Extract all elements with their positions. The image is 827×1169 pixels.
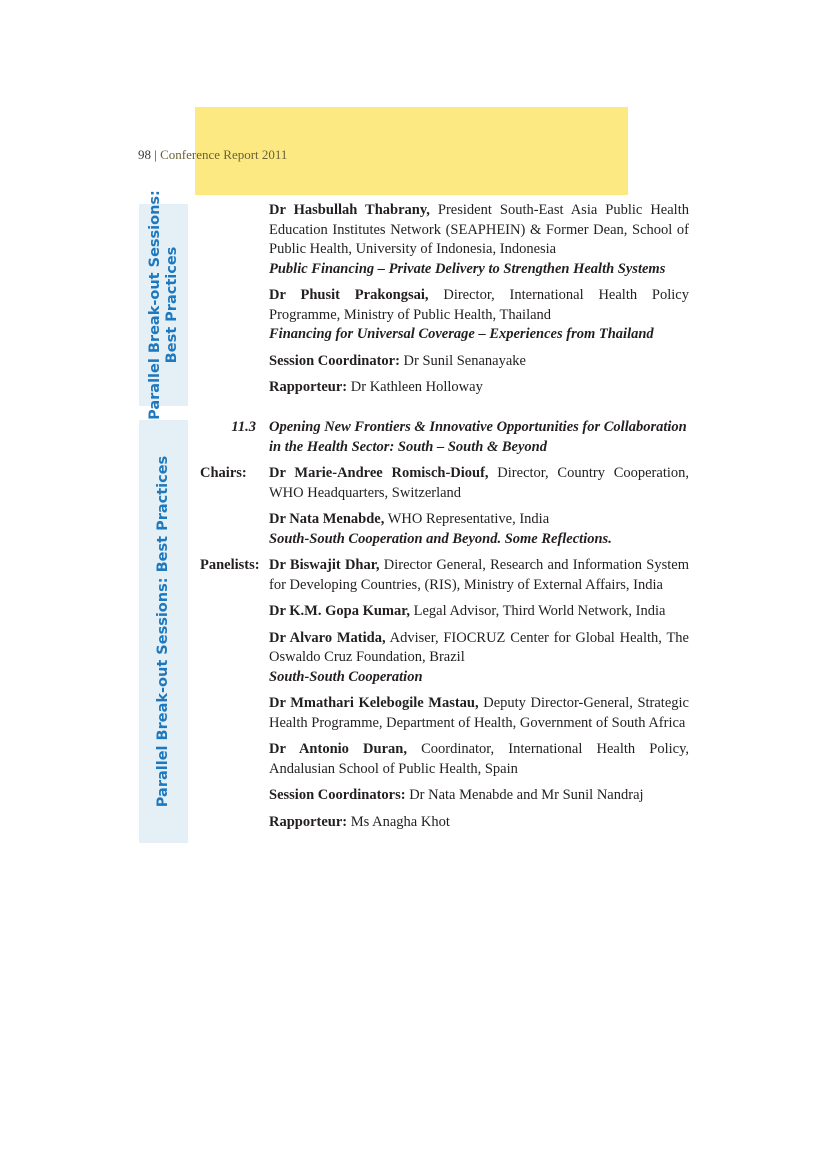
list-item <box>200 201 689 279</box>
speaker-desc: President South-East Asia Public Health Education Institutes Network (SEAPHEIN) & Former Dean, School of Public Health, University of Indonesia, Indonesia <box>269 202 689 257</box>
list-item <box>200 556 689 595</box>
speaker-desc: Director General, Research and Information System for Developing Countries, (RIS), Ministry of External Affairs, India <box>269 557 689 593</box>
list-item <box>200 740 689 779</box>
talk-title: Public Financing – Private Delivery to Strengthen Health Systems <box>269 260 666 277</box>
talk-title: South-South Cooperation <box>269 668 423 685</box>
speaker-name: Dr Antonio Duran, <box>269 741 407 757</box>
speaker-desc: Deputy Director-General, Strategic Health Programme, Department of Health, Government of South Africa <box>269 695 689 731</box>
panelists-label: Panelists: <box>200 557 260 573</box>
speaker-name: Dr Alvaro Matida, <box>269 629 386 646</box>
speaker-name: Dr Hasbullah Thabrany, <box>269 202 430 218</box>
section-b <box>200 418 689 839</box>
sidebar-tab-upper <box>139 190 188 420</box>
speaker-name: Dr Marie-Andree Romisch-Diouf, <box>269 465 489 481</box>
sidebar-upper-line-1: Parallel Break-out Sessions: <box>146 190 163 420</box>
list-item <box>200 602 689 622</box>
section-a <box>200 201 689 405</box>
talk-title: Financing for Universal Coverage – Experiences from Thailand <box>269 326 654 342</box>
page-number: 98 <box>138 147 151 162</box>
list-item <box>200 286 689 345</box>
session-title: Opening New Frontiers & Innovative Opportunities for Collaboration in the Health Sector: South – South & Beyond <box>269 419 687 455</box>
list-item <box>200 629 689 688</box>
rapporteur: Rapporteur: Ms Anagha Khot <box>269 813 450 830</box>
header-separator: | <box>154 147 157 162</box>
speaker-name: Dr Phusit Prakongsai, <box>269 287 429 303</box>
rapporteur: Rapporteur: Dr Kathleen Holloway <box>269 379 483 395</box>
speaker-name: Dr Nata Menabde, <box>269 511 385 527</box>
chairs-label: Chairs: <box>200 465 247 481</box>
talk-title: South-South Cooperation and Beyond. Some Reflections. <box>269 530 612 547</box>
session-coordinators: Session Coordinators: Dr Nata Menabde and Mr Sunil Nandraj <box>269 787 644 803</box>
list-item <box>200 510 689 549</box>
speaker-desc: WHO Representative, India <box>384 511 550 527</box>
speaker-desc: Coordinator, International Health Policy, Andalusian School of Public Health, Spain <box>269 741 689 777</box>
sidebar-upper-line-2: Best Practices <box>163 246 180 364</box>
speaker-name: Dr Biswajit Dhar, <box>269 557 380 573</box>
session-coordinator: Session Coordinator: Dr Sunil Senanayake <box>269 352 526 369</box>
report-title: Conference Report 2011 <box>160 147 288 162</box>
list-item <box>200 464 689 503</box>
page-header <box>138 147 287 163</box>
session-number: 11.3 <box>231 419 256 435</box>
speaker-name: Dr Mmathari Kelebogile Mastau, <box>269 695 479 711</box>
speaker-desc: Director, Country Cooperation, WHO Headquarters, Switzerland <box>269 465 689 501</box>
speaker-desc: Director, International Health Policy Programme, Ministry of Public Health, Thailand <box>269 287 689 323</box>
sidebar-lower-text: Parallel Break-out Sessions: Best Practices <box>155 455 172 808</box>
speaker-desc: Adviser, FIOCRUZ Center for Global Health, The Oswaldo Cruz Foundation, Brazil <box>269 629 689 665</box>
session-heading <box>200 418 689 457</box>
sidebar-tab-lower <box>139 420 188 843</box>
list-item <box>200 694 689 733</box>
speaker-name: Dr K.M. Gopa Kumar, <box>269 603 410 619</box>
speaker-desc: Legal Advisor, Third World Network, India <box>409 603 666 619</box>
